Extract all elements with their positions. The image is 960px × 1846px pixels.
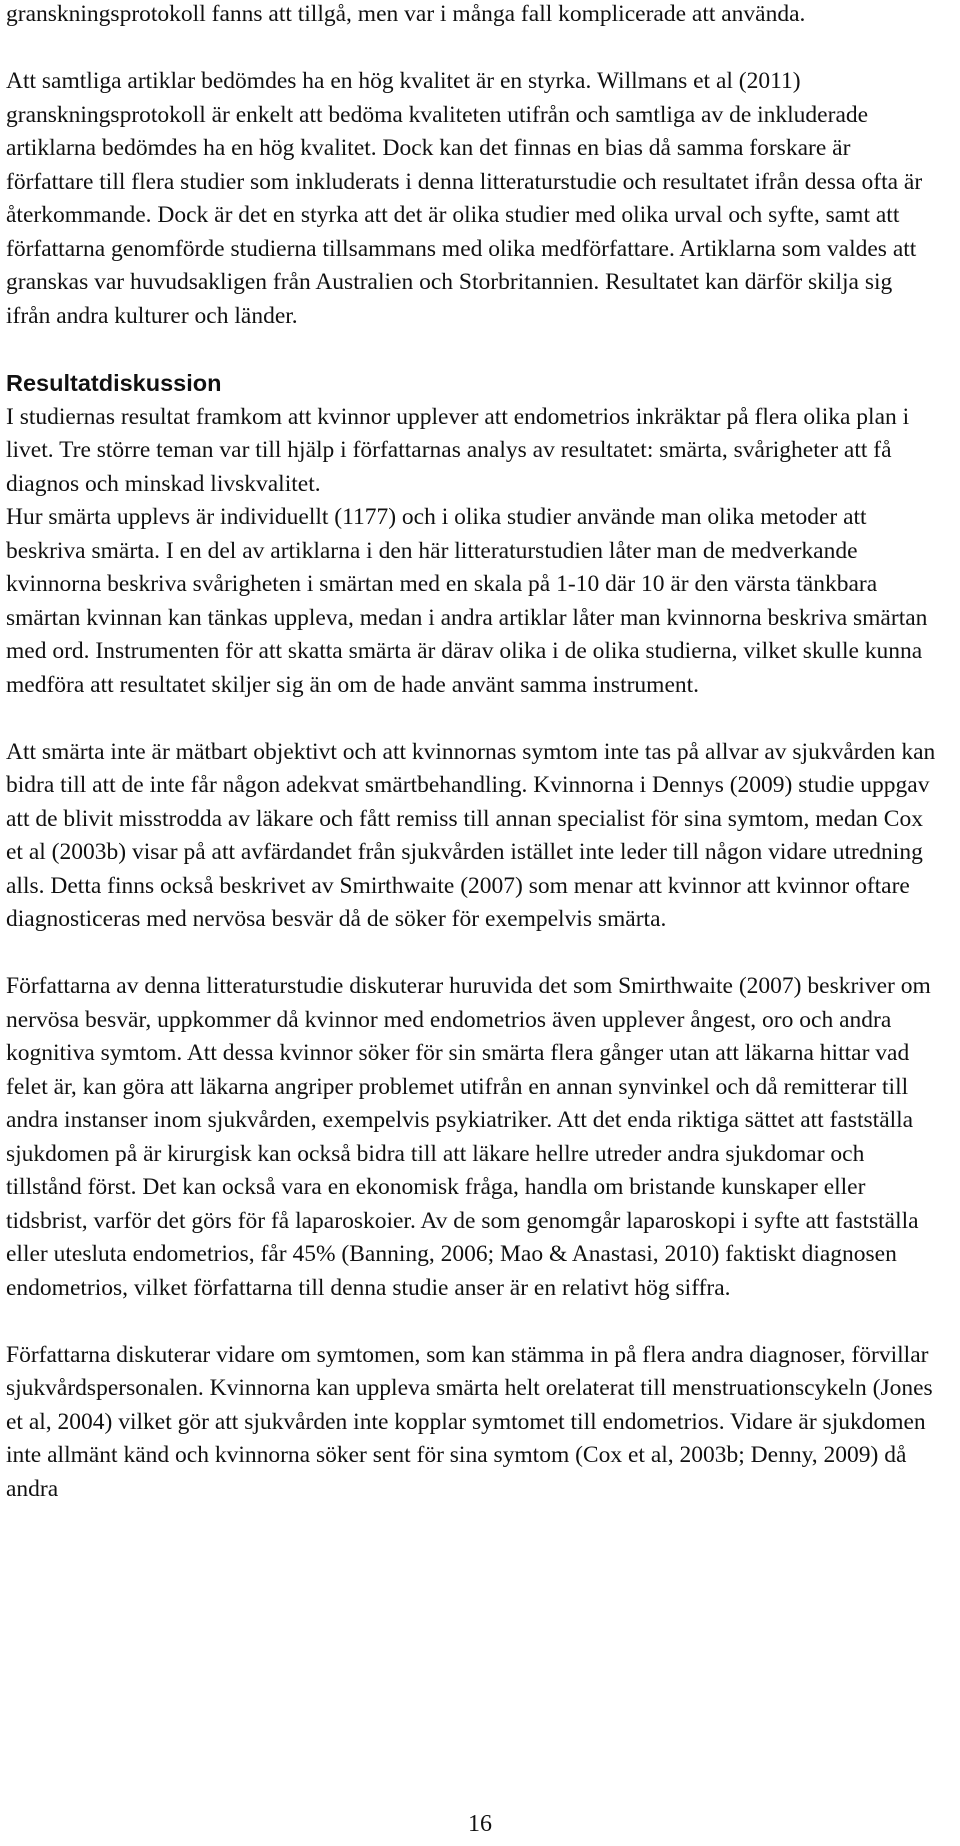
strength-paragraph: Att samtliga artiklar bedömdes ha en hög kvalitet är en styrka. Willmans et al (2011) granskningsprotokoll är enkelt att bedöma kvaliteten utifrån och samtliga av de inkluderade artiklarna bedömdes ha en hög kvalitet. Dock kan det finnas en bias då samma forskare är författare till flera studier som inkluderats i denna litteraturstudie och resultatet ifrån dessa ofta är återkommande. Dock är det en styrka att det är olika studier med olika urval och syfte, samt att författarna genomförde studierna tillsammans med olika medförfattare. Artiklarna som valdes att granskas var huvudsakligen från Australien och Storbritannien. Resultatet kan därför skilja sig ifrån andra kulturer och länder.: [6, 68, 923, 329]
results-paragraph: I studiernas resultat framkom att kvinnor upplever att endometrios inkräktar på flera olika plan i livet. Tre större teman var till hjälp i författarnas analys av resultatet: smärta, svårigheter att få diagnos och minskad livskvalitet.: [6, 403, 910, 497]
results-paragraph: Författarna av denna litteraturstudie diskuterar huruvida det som Smirthwaite (2007) beskriver om nervösa besvär, uppkommer då kvinnor med endometrios även upplever ångest, oro och andra kognitiva symtom. Att dessa kvinnor söker för sin smärta flera gånger utan att läkarna hittar vad felet är, kan göra att läkarna angriper problemet utifrån en annan synvinkel och då remitterar till andra instanser inom sjukvården, exempelvis psykiatriker. Att det enda riktiga sättet att fastställa sjukdomen på är kirurgisk kan också bidra till att läkare hellre utreder andra sjukdomar och tillstånd först. Det kan också vara en ekonomisk fråga, handla om bristande kunskaper eller tidsbrist, varför det görs för få laparoskoier. Av de som genomgår laparoskopi i syfte att fastställa eller utesluta endometrios, får 45% (Banning, 2006; Mao & Anastasi, 2010) faktiskt diagnosen endometrios, vilket författarna till denna studie anser är en relativt hög siffra.: [6, 973, 931, 1301]
document-body: [6, 0, 936, 1506]
intro-fragment-paragraph: granskningsprotokoll fanns att tillgå, men var i många fall komplicerade att använda.: [6, 1, 806, 27]
section-heading: Resultatdiskussion: [6, 370, 222, 396]
results-paragraph: Att smärta inte är mätbart objektivt och att kvinnornas symtom inte tas på allvar av sjukvården kan bidra till att de inte får någon adekvat smärtbehandling. Kvinnorna i Dennys (2009) studie uppgav att de blivit misstrodda av läkare och fått remiss till annan specialist för sina symtom, medan Cox et al (2003b) visar på att avfärdandet från sjukvården istället inte leder till någon vidare utredning alls. Detta finns också beskrivet av Smirthwaite (2007) som menar att kvinnor att kvinnor oftare diagnosticeras med nervösa besvär då de söker för exempelvis smärta.: [6, 738, 936, 932]
results-paragraph: Hur smärta upplevs är individuellt (1177) och i olika studier använde man olika metoder att beskriva smärta. I en del av artiklarna i den här litteraturstudien låter man de medverkande kvinnorna beskriva svårigheten i smärtan med en skala på 1-10 där 10 är den värsta tänkbara smärtan kvinnan kan tänkas uppleva, medan i andra artiklar låter man kvinnorna beskriva smärtan med ord. Instrumenten för att skatta smärta är därav olika i de olika studierna, vilket skulle kunna medföra att resultatet skiljer sig än om de hade använt samma instrument.: [6, 504, 928, 698]
page-number: 16: [468, 1811, 492, 1837]
results-paragraph: Författarna diskuterar vidare om symtomen, som kan stämma in på flera andra diagnoser, förvillar sjukvårdspersonalen. Kvinnorna kan uppleva smärta helt orelaterat till menstruationscykeln (Jones et al, 2004) vilket gör att sjukvården inte kopplar symtomet till endometrios. Vidare är sjukdomen inte allmänt känd och kvinnorna söker sent för sina symtom (Cox et al, 2003b; Denny, 2009) då andra: [6, 1341, 933, 1502]
